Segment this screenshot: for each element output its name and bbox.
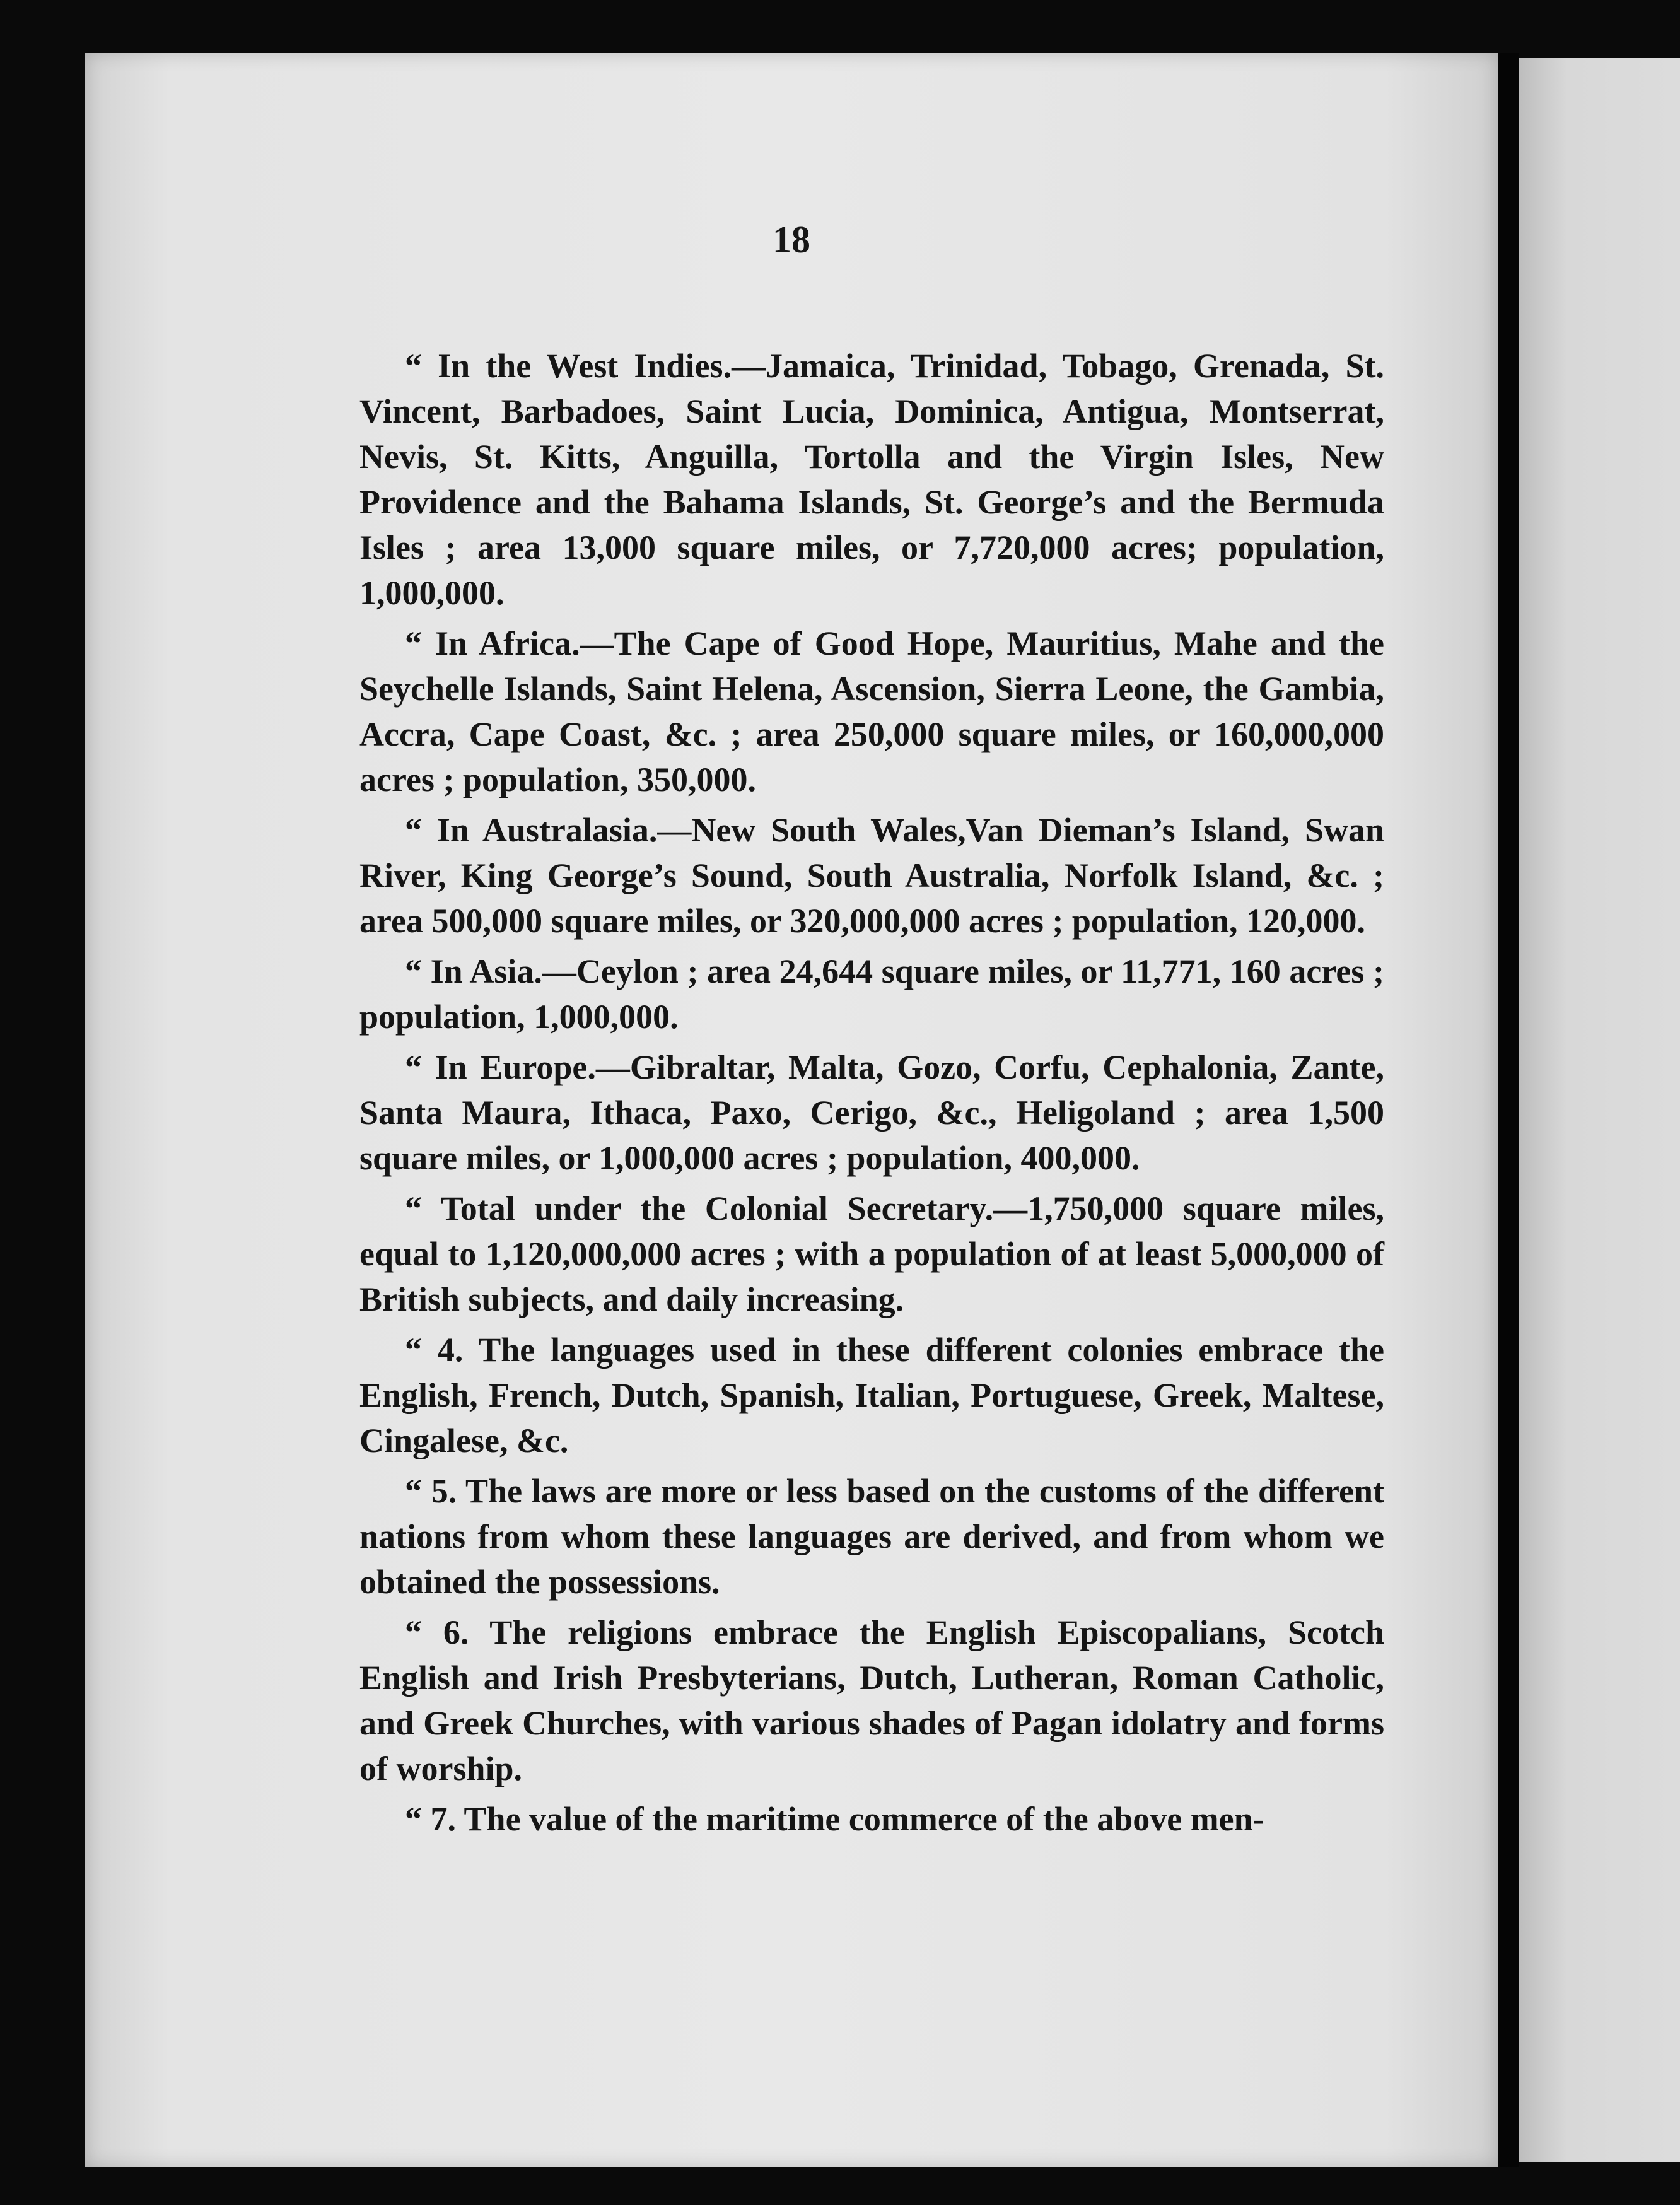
paragraph-languages: “ 4. The languages used in these different colonies embrace the English, French, Dutch, Spanish, Italian, Portuguese, Greek, Maltese, Cingalese, &c. — [359, 1331, 1384, 1459]
paragraph-religions: “ 6. The religions embrace the English Episcopalians, Scotch English and Irish Presbyterians, Dutch, Lutheran, Roman Catholic, and Greek Churches, with various shades of Pagan idolatry and forms of worship. — [359, 1613, 1384, 1787]
body-text — [359, 343, 1384, 1847]
paragraph-commerce: “ 7. The value of the maritime commerce of the above men- — [405, 1800, 1264, 1838]
paragraph-total: “ Total under the Colonial Secretary.—1,750,000 square miles, equal to 1,120,000,000 acres ; with a population of at least 5,000,000 of British subjects, and daily increasing. — [359, 1190, 1384, 1318]
page-number: 18 — [773, 219, 810, 260]
paragraph-west-indies: “ In the West Indies.—Jamaica, Trinidad, Tobago, Grenada, St. Vincent, Barbadoes, Saint Lucia, Dominica, Antigua, Montserrat, Nevis, St. Kitts, Anguilla, Tortolla and the Virgin Isles, New Providence and the Bahama Islands, St. George’s and the Bermuda Isles ; area 13,000 square miles, or 7,720,000 acres; population, 1,000,000. — [359, 347, 1384, 612]
paragraph-laws: “ 5. The laws are more or less based on the customs of the different nations from whom these languages are derived, and from whom we obtained the possessions. — [359, 1472, 1384, 1601]
document-page — [85, 53, 1498, 2167]
adjacent-page-edge — [1519, 58, 1680, 2162]
paragraph-africa: “ In Africa.—The Cape of Good Hope, Mauritius, Mahe and the Seychelle Islands, Saint Helena, Ascension, Sierra Leone, the Gambia, Accra, Cape Coast, &c. ; area 250,000 square miles, or 160,000,000 acres ; population, 350,000. — [359, 624, 1384, 798]
paragraph-australasia: “ In Australasia.—New South Wales,Van Dieman’s Island, Swan River, King George’s Sound, South Australia, Norfolk Island, &c. ; area 500,000 square miles, or 320,000,000 acres ; population, 120,000. — [359, 811, 1384, 940]
paragraph-europe: “ In Europe.—Gibraltar, Malta, Gozo, Corfu, Cephalonia, Zante, Santa Maura, Ithaca, Paxo, Cerigo, &c., Heligoland ; area 1,500 square miles, or 1,000,000 acres ; population, 400,000. — [359, 1048, 1384, 1177]
paragraph-asia: “ In Asia.—Ceylon ; area 24,644 square miles, or 11,771, 160 acres ; population, 1,000,000. — [359, 952, 1384, 1036]
book-gutter — [1498, 53, 1519, 2167]
